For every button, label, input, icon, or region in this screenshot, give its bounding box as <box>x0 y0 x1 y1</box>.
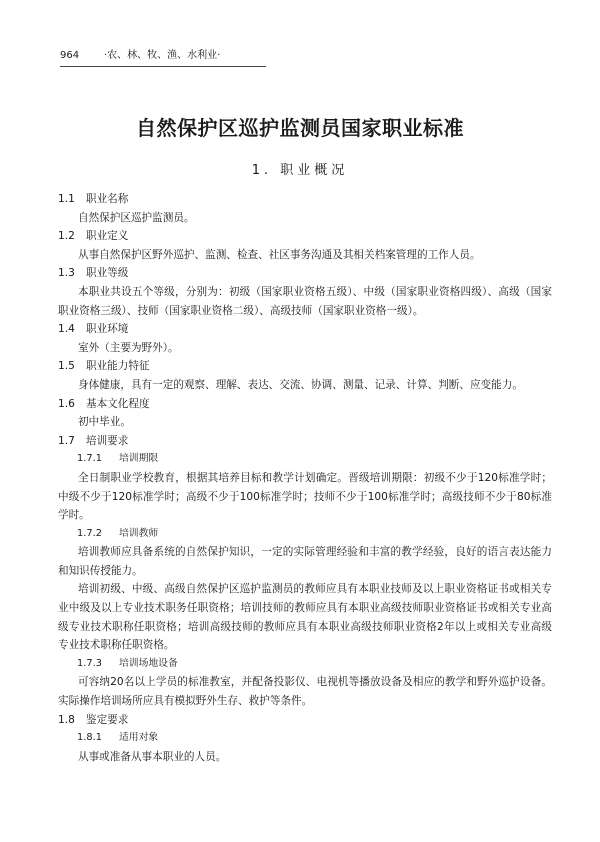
section-text-1-4: 室外（主要为野外）。 <box>78 341 179 354</box>
section-heading-1-7 <box>58 432 552 451</box>
section-title: 鉴定要求 <box>86 713 129 726</box>
section-title: 职业环境 <box>86 323 129 336</box>
section-text-1-1: 自然保护区巡护监测员。 <box>78 211 195 224</box>
subsection-heading-1-7-3 <box>58 655 552 674</box>
subsection-number: 1.7.1 <box>77 453 102 465</box>
section-number: 1.2 <box>58 230 75 243</box>
subsection-title: 培训期限 <box>119 453 159 465</box>
section-text-1-6: 初中毕业。 <box>78 416 131 429</box>
subsection-heading-1-7-1 <box>58 450 552 469</box>
running-title: ·农、林、牧、渔、水利业· <box>104 50 221 61</box>
section-number: 1.4 <box>58 323 75 336</box>
header-rule <box>60 66 266 67</box>
chapter-heading: 1. 职业概况 <box>251 163 349 178</box>
subsection-number: 1.7.3 <box>77 657 102 669</box>
section-title: 培训要求 <box>86 434 129 447</box>
section-heading-1-3 <box>58 264 552 283</box>
section-number: 1.3 <box>58 267 75 280</box>
subsection-title: 培训场地设备 <box>119 657 178 669</box>
subsection-title: 适用对象 <box>119 732 159 744</box>
section-title: 职业能力特征 <box>86 360 150 373</box>
section-text-1-7-2a: 培训教师应具备系统的自然保护知识，一定的实际管理经验和丰富的教学经验，良好的语言表达能力和知识传授能力。 <box>58 546 552 577</box>
subsection-number: 1.8.1 <box>77 732 102 744</box>
section-text-1-3: 本职业共设五个等级，分别为：初级（国家职业资格五级）、中级（国家职业资格四级）、高级（国家职业资格三级）、技师（国家职业资格二级）、高级技师（国家职业资格一级）。 <box>58 285 552 317</box>
section-heading-1-6 <box>58 395 552 414</box>
section-text-1-2: 从事自然保护区野外巡护、监测、检查、社区事务沟通及其相关档案管理的工作人员。 <box>78 248 481 261</box>
section-heading-1-4 <box>58 320 552 339</box>
section-text-1-7-1: 全日制职业学校教育，根据其培养目标和教学计划确定。晋级培训期限：初级不少于120标准学时；中级不少于120标准学时；高级不少于100标准学时；技师不少于100标准学时；高级技师不少于80标准学时。 <box>58 471 552 522</box>
section-text-1-7-3: 可容纳20名以上学员的标准教室，并配备投影仪、电视机等播放设备及相应的教学和野外巡护设备。实际操作培训场所应具有模拟野外生存、救护等条件。 <box>58 676 552 708</box>
subsection-heading-1-8-1 <box>58 729 552 748</box>
section-number: 1.6 <box>58 397 75 410</box>
subsection-heading-1-7-2 <box>58 525 552 544</box>
section-title: 职业等级 <box>86 267 129 280</box>
section-heading-1-8 <box>58 711 552 730</box>
section-heading-1-1 <box>58 190 552 209</box>
section-number: 1.8 <box>58 713 75 726</box>
page-number: 964 <box>60 50 80 61</box>
section-title: 基本文化程度 <box>86 397 150 410</box>
section-heading-1-5 <box>58 357 552 376</box>
subsection-title: 培训教师 <box>119 527 159 539</box>
document-title: 自然保护区巡护监测员国家职业标准 <box>136 116 464 140</box>
document-body <box>58 190 552 766</box>
section-number: 1.7 <box>58 434 75 447</box>
section-title: 职业定义 <box>86 230 129 243</box>
section-text-1-7-2b: 培训初级、中级、高级自然保护区巡护监测员的教师应具有本职业技师及以上职业资格证书或相关专业中级及以上专业技术职务任职资格；培训技师的教师应具有本职业高级技师职业资格证书或相关专业高级专业技术职称任职资格；培训高级技师的教师应具有本职业高级技师职业资格2年以上或相关专业高级专业技术职称任职资格。 <box>58 583 552 652</box>
section-number: 1.1 <box>58 193 75 205</box>
section-text-1-5: 身体健康，具有一定的观察、理解、表达、交流、协调、测量、记录、计算、判断、应变能力。 <box>78 378 523 391</box>
running-header <box>60 50 266 62</box>
section-heading-1-2 <box>58 227 552 246</box>
subsection-number: 1.7.2 <box>77 527 102 539</box>
section-title: 职业名称 <box>86 193 129 205</box>
section-text-1-8-1: 从事或准备从事本职业的人员。 <box>78 750 227 763</box>
section-number: 1.5 <box>58 360 75 373</box>
